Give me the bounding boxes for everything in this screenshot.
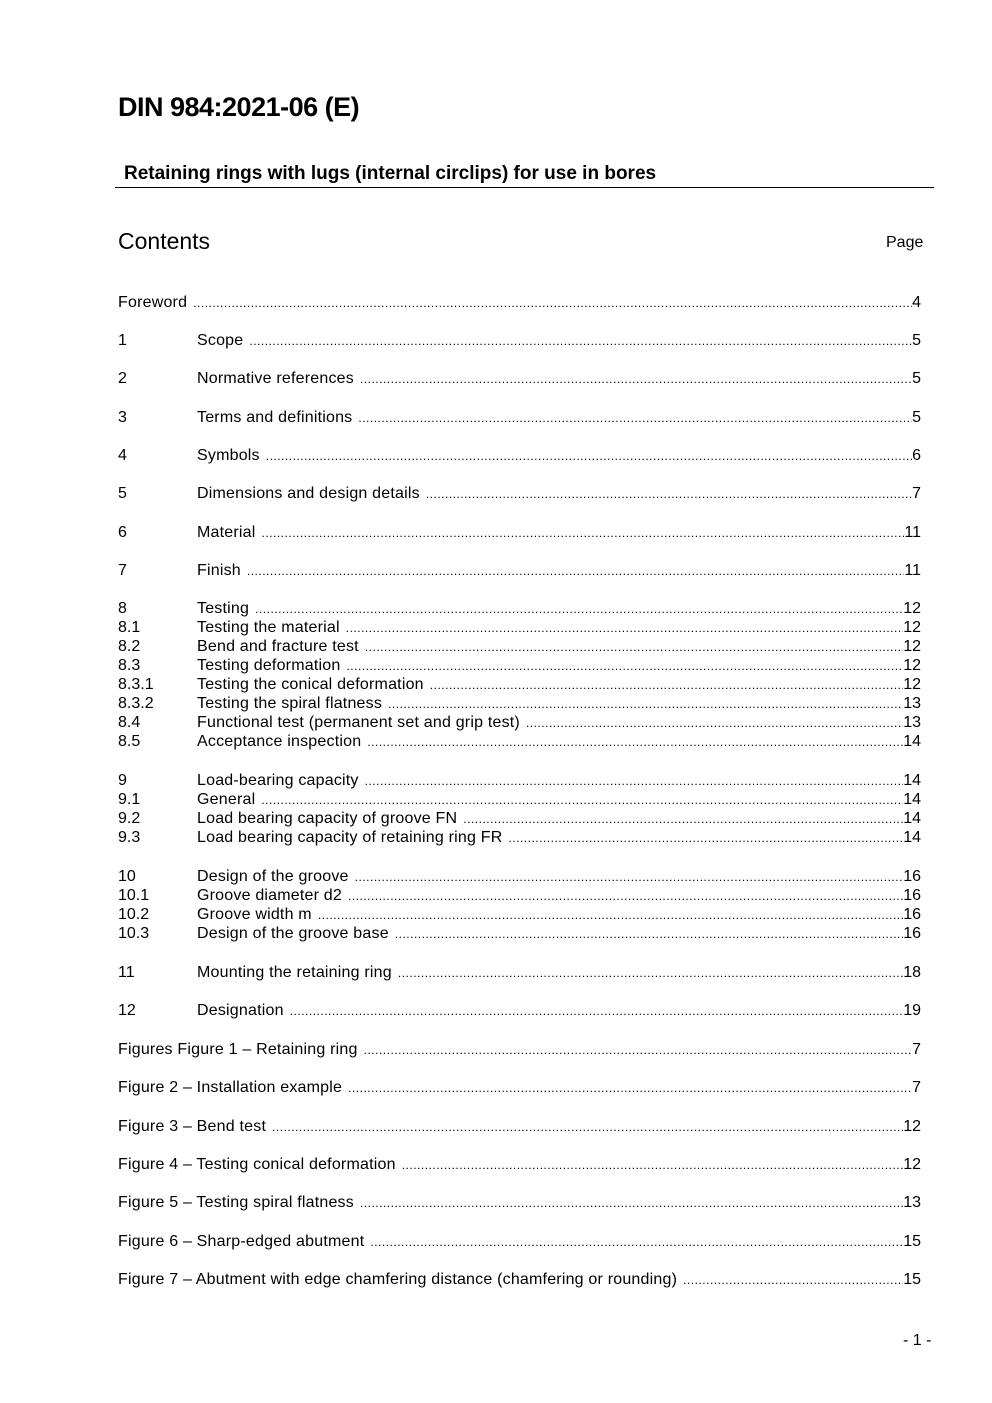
toc-title: Figure 6 – Sharp-edged abutment: [118, 1233, 365, 1250]
toc-entry[interactable]: [118, 637, 921, 656]
toc-page: 14: [903, 810, 921, 827]
toc-title: Figures Figure 1 – Retaining ring: [118, 1041, 358, 1058]
toc-title: Figure 3 – Bend test: [118, 1118, 267, 1135]
toc-entry[interactable]: [118, 828, 921, 847]
toc-page: 16: [903, 887, 921, 904]
toc-title: General: [197, 791, 256, 808]
toc-leader: [430, 676, 903, 695]
toc-entry-foreword[interactable]: [118, 293, 921, 312]
toc-entry-figure[interactable]: [118, 1155, 921, 1174]
toc-number: 8: [118, 600, 127, 617]
toc-entry[interactable]: [118, 618, 921, 637]
toc-number: 8.5: [118, 733, 141, 750]
toc-leader: [346, 619, 903, 638]
toc-leader: [365, 772, 904, 791]
document-subtitle: Retaining rings with lugs (internal circlips) for use in bores: [115, 163, 934, 188]
toc-page: 13: [903, 1194, 921, 1211]
toc-entry[interactable]: [118, 408, 921, 427]
toc-leader: [360, 1194, 903, 1213]
toc-leader: [247, 562, 905, 581]
toc-page: 11: [904, 524, 921, 541]
toc-leader: [272, 1118, 903, 1137]
toc-page: 12: [903, 676, 921, 693]
toc-page: 4: [912, 294, 921, 311]
toc-entry-figure[interactable]: [118, 1232, 921, 1251]
toc-page: 12: [903, 638, 921, 655]
toc-number: 2: [118, 370, 127, 387]
toc-page: 11: [904, 562, 921, 579]
toc-number: 8.3.2: [118, 695, 154, 712]
toc-title: Dimensions and design details: [197, 485, 420, 502]
toc-page: 16: [903, 906, 921, 923]
toc-title: Testing: [197, 600, 250, 617]
toc-page: 5: [912, 332, 921, 349]
toc-leader: [348, 887, 903, 906]
toc-leader: [255, 600, 903, 619]
toc-leader: [290, 1002, 904, 1021]
toc-leader: [367, 733, 903, 752]
toc-leader: [346, 657, 903, 676]
toc-title: Scope: [197, 332, 244, 349]
toc-leader: [348, 1079, 912, 1098]
toc-number: 8.4: [118, 714, 141, 731]
toc-number: 8.3.1: [118, 676, 154, 693]
toc-page: 7: [912, 1079, 921, 1096]
toc-page: 14: [903, 772, 921, 789]
toc-title: Functional test (permanent set and grip test): [197, 714, 520, 731]
toc-leader: [266, 447, 912, 466]
toc-title: Design of the groove base: [197, 925, 389, 942]
toc-page: 7: [912, 485, 921, 502]
toc-title: Testing deformation: [197, 657, 341, 674]
contents-heading: Contents: [118, 228, 211, 254]
toc-leader: [526, 714, 903, 733]
toc-number: 10.2: [118, 906, 150, 923]
page-number: - 1 -: [903, 1332, 932, 1349]
toc-page: 7: [912, 1041, 921, 1058]
toc-page: 12: [903, 1156, 921, 1173]
toc-page: 19: [903, 1002, 921, 1019]
toc-number: 7: [118, 562, 127, 579]
toc-entry[interactable]: [118, 809, 921, 828]
toc-title: Symbols: [197, 447, 260, 464]
toc-title: Testing the material: [197, 619, 340, 636]
toc-number: 4: [118, 447, 127, 464]
toc-leader: [463, 810, 903, 829]
toc-leader: [395, 925, 903, 944]
toc-entry[interactable]: [118, 732, 921, 751]
toc-title: Material: [197, 524, 256, 541]
toc-entry[interactable]: [118, 1001, 921, 1020]
toc-number: 10: [118, 868, 136, 885]
toc-entry-figure[interactable]: [118, 1270, 921, 1289]
toc-title: Foreword: [118, 294, 188, 311]
toc-leader: [426, 485, 912, 504]
toc-entry[interactable]: [118, 523, 921, 542]
toc-title: Normative references: [197, 370, 354, 387]
toc-page: 5: [912, 409, 921, 426]
toc-leader: [249, 332, 912, 351]
toc-number: 9.3: [118, 829, 141, 846]
toc-title: Finish: [197, 562, 241, 579]
toc-page: 14: [903, 791, 921, 808]
toc-title: Groove width m: [197, 906, 312, 923]
toc-title: Load bearing capacity of groove FN: [197, 810, 458, 827]
toc-number: 9: [118, 772, 127, 789]
toc-page: 16: [903, 925, 921, 942]
toc-leader: [355, 868, 904, 887]
toc-entry-figure[interactable]: [118, 1117, 921, 1136]
toc-entry[interactable]: [118, 369, 921, 388]
toc-entry[interactable]: [118, 886, 921, 905]
toc-title: Designation: [197, 1002, 284, 1019]
toc-entry[interactable]: [118, 771, 921, 790]
document-id: DIN 984:2021-06 (E): [118, 92, 360, 122]
toc-title: Figure 4 – Testing conical deformation: [118, 1156, 396, 1173]
toc-page: 12: [903, 1118, 921, 1135]
toc-number: 6: [118, 524, 127, 541]
toc-leader: [683, 1271, 903, 1290]
toc-title: Mounting the retaining ring: [197, 964, 392, 981]
toc-title: Testing the conical deformation: [197, 676, 424, 693]
toc-leader: [318, 906, 903, 925]
toc-leader: [360, 370, 912, 389]
toc-page: 16: [903, 868, 921, 885]
toc-number: 1: [118, 332, 127, 349]
toc-number: 9.2: [118, 810, 141, 827]
toc-page: 18: [903, 964, 921, 981]
toc-entry[interactable]: [118, 713, 921, 732]
toc-title: Load-bearing capacity: [197, 772, 359, 789]
toc-entry[interactable]: [118, 599, 921, 618]
toc-title: Figure 5 – Testing spiral flatness: [118, 1194, 354, 1211]
toc-entry[interactable]: [118, 675, 921, 694]
toc-title: Figure 7 – Abutment with edge chamfering distance (chamfering or rounding): [118, 1271, 678, 1288]
toc-leader: [262, 524, 905, 543]
toc-number: 3: [118, 409, 127, 426]
toc-page: 12: [903, 600, 921, 617]
toc-leader: [398, 964, 903, 983]
toc-title: Figure 2 – Installation example: [118, 1079, 343, 1096]
toc-number: 8.2: [118, 638, 141, 655]
toc-entry-figure[interactable]: [118, 1078, 921, 1097]
toc-leader: [508, 829, 903, 848]
page-column-label: Page: [886, 234, 924, 251]
toc-title: Groove diameter d2: [197, 887, 343, 904]
toc-page: 12: [903, 619, 921, 636]
toc-number: 10.3: [118, 925, 150, 942]
toc-leader: [358, 409, 912, 428]
toc-leader: [388, 695, 903, 714]
toc-title: Terms and definitions: [197, 409, 353, 426]
toc-page: 13: [903, 714, 921, 731]
toc-entry[interactable]: [118, 331, 921, 350]
toc-page: 5: [912, 370, 921, 387]
toc-title: Design of the groove: [197, 868, 349, 885]
toc-leader: [370, 1233, 903, 1252]
toc-entry-figure[interactable]: [118, 1040, 921, 1059]
toc-entry[interactable]: [118, 905, 921, 924]
toc-title: Load bearing capacity of retaining ring FR: [197, 829, 503, 846]
toc-title: Testing the spiral flatness: [197, 695, 383, 712]
toc-leader: [261, 791, 903, 810]
toc-number: 12: [118, 1002, 136, 1019]
toc-entry[interactable]: [118, 446, 921, 465]
toc-entry[interactable]: [118, 867, 921, 886]
toc-entry[interactable]: [118, 924, 921, 943]
toc-title: Acceptance inspection: [197, 733, 362, 750]
toc-page: 13: [903, 695, 921, 712]
toc-leader: [193, 294, 912, 313]
toc-entry[interactable]: [118, 561, 921, 580]
toc-number: 10.1: [118, 887, 150, 904]
toc-title: Bend and fracture test: [197, 638, 359, 655]
toc-page: 6: [912, 447, 921, 464]
toc-leader: [364, 1041, 912, 1060]
toc-page: 15: [903, 1271, 921, 1288]
toc-entry[interactable]: [118, 963, 921, 982]
toc-number: 9.1: [118, 791, 141, 808]
toc-entry[interactable]: [118, 790, 921, 809]
toc-entry[interactable]: [118, 484, 921, 503]
toc-number: 5: [118, 485, 127, 502]
toc-entry[interactable]: [118, 694, 921, 713]
toc-number: 8.3: [118, 657, 141, 674]
toc-number: 11: [118, 964, 135, 981]
toc-entry[interactable]: [118, 656, 921, 675]
toc-page: 14: [903, 733, 921, 750]
toc-number: 8.1: [118, 619, 141, 636]
toc-leader: [365, 638, 903, 657]
toc-page: 15: [903, 1233, 921, 1250]
toc-page: 12: [903, 657, 921, 674]
toc-page: 14: [903, 829, 921, 846]
toc-entry-figure[interactable]: [118, 1193, 921, 1212]
toc-leader: [402, 1156, 904, 1175]
